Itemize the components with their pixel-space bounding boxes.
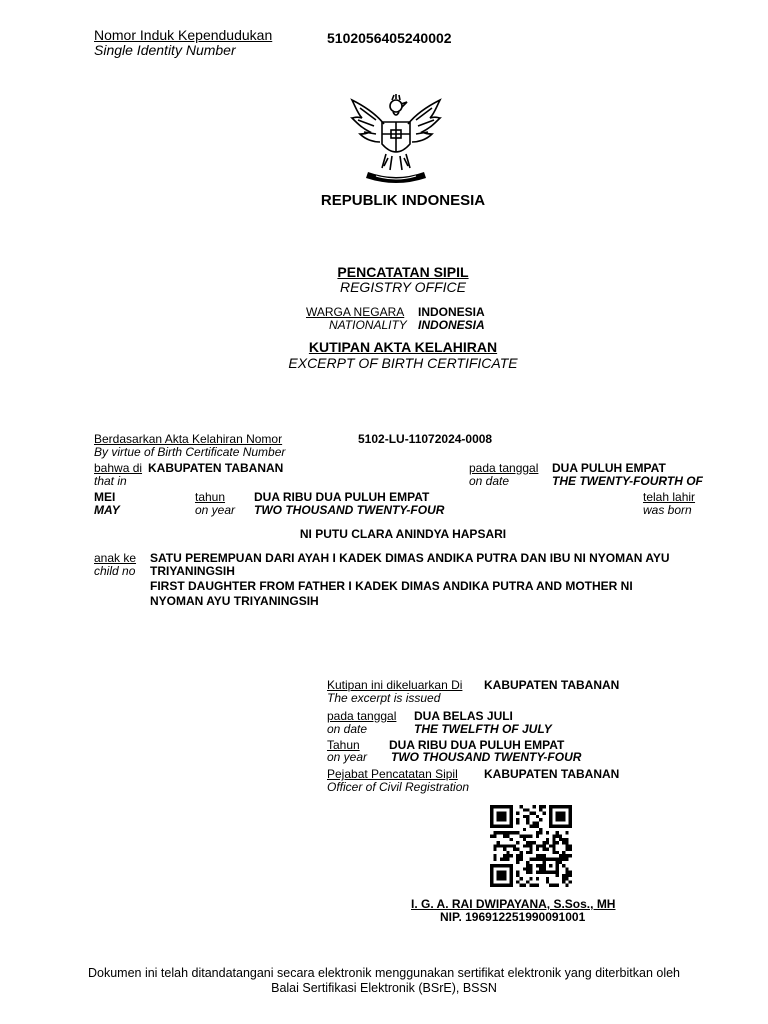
officer-label: Pejabat Pencatatan Sipil — [327, 767, 458, 781]
child-description-en-line1: FIRST DAUGHTER FROM FATHER I KADEK DIMAS ANDIKA PUTRA AND MOTHER NI — [150, 579, 633, 593]
nationality-value: INDONESIA — [418, 305, 485, 319]
child-no-label-en: child no — [94, 564, 136, 578]
year-label-en: on year — [195, 503, 236, 517]
cert-number-label: Berdasarkan Akta Kelahiran Nomor — [94, 432, 283, 446]
document-title: KUTIPAN AKTA KELAHIRAN — [308, 339, 498, 355]
child-name: NI PUTU CLARA ANINDYA HAPSARI — [299, 527, 507, 541]
birth-month-en: MAY — [94, 503, 120, 517]
birth-month: MEI — [94, 490, 116, 504]
document-title-en: EXCERPT OF BIRTH CERTIFICATE — [288, 355, 518, 371]
nationality-label-en: NATIONALITY — [329, 318, 407, 332]
born-label-en: was born — [643, 503, 692, 517]
notice-line2: Balai Sertifikasi Elektronik (BSrE), BSSN — [271, 981, 497, 995]
born-label: telah lahir — [643, 490, 696, 504]
child-description-en-line2: NYOMAN AYU TRIYANINGSIH — [150, 594, 319, 608]
nik-label-en: Single Identity Number — [94, 42, 236, 58]
child-description-line1: SATU PEREMPUAN DARI AYAH I KADEK DIMAS ANDIKA PUTRA DAN IBU NI NYOMAN AYU — [150, 551, 670, 565]
issue-year: DUA RIBU DUA PULUH EMPAT — [389, 738, 565, 752]
signatory-name: I. G. A. RAI DWIPAYANA, S.Sos., MH — [411, 897, 616, 911]
that-in-label-en: that in — [94, 474, 127, 488]
child-no-label: anak ke — [94, 551, 137, 565]
on-date-label: pada tanggal — [469, 461, 539, 475]
issued-place: KABUPATEN TABANAN — [484, 678, 620, 692]
birth-place: KABUPATEN TABANAN — [148, 461, 284, 475]
issue-date-label: pada tanggal — [327, 709, 397, 723]
qr-code-icon — [490, 805, 572, 887]
issued-label-en: The excerpt is issued — [327, 691, 441, 705]
issue-year-label: Tahun — [327, 738, 360, 752]
birth-day: DUA PULUH EMPAT — [552, 461, 666, 475]
child-description-line2: TRIYANINGSIH — [150, 564, 235, 578]
birth-year-en: TWO THOUSAND TWENTY-FOUR — [254, 503, 445, 517]
issue-date-label-en: on date — [327, 722, 368, 736]
issue-date: DUA BELAS JULI — [414, 709, 513, 723]
nik-label: Nomor Induk Kependudukan — [94, 27, 273, 43]
cert-number-value: 5102-LU-11072024-0008 — [358, 432, 493, 446]
issue-year-en: TWO THOUSAND TWENTY-FOUR — [391, 750, 582, 764]
signatory-nip: NIP. 196912251990091001 — [440, 910, 586, 924]
birth-year: DUA RIBU DUA PULUH EMPAT — [254, 490, 430, 504]
cert-number-label-en: By virtue of Birth Certificate Number — [94, 445, 286, 459]
birth-day-en: THE TWENTY-FOURTH OF — [552, 474, 703, 488]
office-title: PENCATATAN SIPIL — [337, 264, 469, 280]
garuda-pancasila-emblem-icon — [346, 94, 446, 186]
officer-label-en: Officer of Civil Registration — [327, 780, 470, 794]
issued-label: Kutipan ini dikeluarkan Di — [327, 678, 463, 692]
notice-line1: Dokumen ini telah ditandatangani secara elektronik menggunakan sertifikat elektronik yang diterbitkan oleh — [87, 966, 681, 980]
nationality-value-en: INDONESIA — [418, 318, 485, 332]
issue-date-en: THE TWELFTH OF JULY — [414, 722, 552, 736]
that-in-label: bahwa di — [94, 461, 143, 475]
on-date-label-en: on date — [469, 474, 510, 488]
nationality-label: WARGA NEGARA — [306, 305, 405, 319]
year-label: tahun — [195, 490, 226, 504]
electronic-signature-notice — [40, 966, 728, 996]
republic-title: REPUBLIK INDONESIA — [320, 192, 486, 209]
nik-value: 5102056405240002 — [327, 30, 452, 46]
issue-year-label-en: on year — [327, 750, 368, 764]
officer-place: KABUPATEN TABANAN — [484, 767, 620, 781]
office-title-en: REGISTRY OFFICE — [339, 279, 466, 295]
